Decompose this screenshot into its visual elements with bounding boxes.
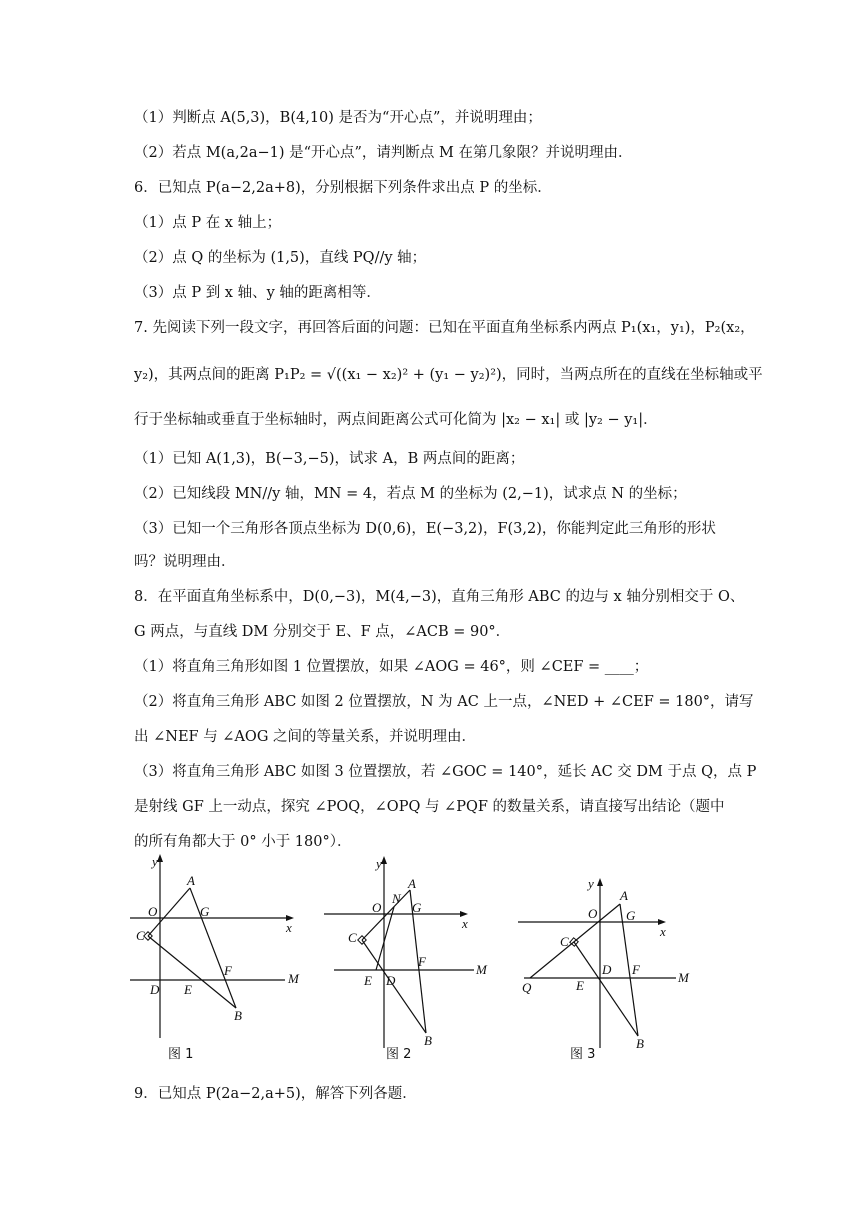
fig3-label-d: D bbox=[602, 962, 612, 977]
fig1-label-d: D bbox=[150, 982, 160, 997]
text-line: 行于坐标轴或垂直于坐标轴时，两点间距离公式可化简为 |x₂ − x₁| 或 |y₂ − y₁|． bbox=[134, 412, 658, 428]
text-line: （1）判断点 A(5,3)，B(4,10) 是否为“开心点”，并说明理由； bbox=[134, 110, 542, 126]
fig2-y-arrow bbox=[381, 856, 387, 864]
fig1-side-ab bbox=[190, 888, 236, 1008]
text-line: 7. 先阅读下列一段文字，再回答后面的问题：已知在平面直角坐标系内两点 P₁(x₁，y₁)，P₂(x₂， bbox=[134, 320, 755, 336]
text-line: 9．已知点 P(2a−2,a+5)，解答下列各题． bbox=[134, 1086, 417, 1102]
figure-3 bbox=[518, 876, 690, 1062]
text-line: （3）已知一个三角形各顶点坐标为 D(0,6)，E(−3,2)，F(3,2)，你能判定此三角形的形状 bbox=[134, 521, 716, 537]
fig3-y-arrow bbox=[597, 878, 603, 886]
text-line: （2）若点 M(a,2a−1) 是“开心点”，请判断点 M 在第几象限？并说明理由． bbox=[134, 145, 633, 161]
fig2-label-y: y bbox=[376, 856, 382, 871]
fig2-label-g: G bbox=[412, 900, 422, 915]
text-line: （1）已知 A(1,3)，B(−3,−5)，试求 A，B 两点间的距离； bbox=[134, 451, 525, 467]
fig2-label-d: D bbox=[386, 973, 396, 988]
fig2-label-f: F bbox=[418, 954, 426, 969]
fig1-label-x: x bbox=[286, 920, 292, 935]
fig2-label-o: O bbox=[372, 900, 382, 915]
fig3-label-q: Q bbox=[522, 980, 532, 995]
figure-2 bbox=[324, 856, 488, 1062]
text-line: 吗？说明理由． bbox=[134, 554, 236, 570]
text-line: （2）将直角三角形 ABC 如图 2 位置摆放，N 为 AC 上一点，∠NED + ∠CEF = 180°，请写 bbox=[134, 694, 754, 710]
text-line: （2）已知线段 MN//y 轴，MN = 4，若点 M 的坐标为 (2,−1)，试求点 N 的坐标； bbox=[134, 486, 687, 502]
fig1-label-e: E bbox=[184, 982, 192, 997]
text-line: 8．在平面直角坐标系中，D(0,−3)，M(4,−3)，直角三角形 ABC 的边与 x 轴分别相交于 O、 bbox=[134, 589, 745, 605]
text-line: （3）点 P 到 x 轴、y 轴的距离相等． bbox=[134, 285, 381, 301]
fig2-label-a: A bbox=[408, 876, 416, 891]
fig3-label-y: y bbox=[588, 876, 594, 891]
fig2-label-m: M bbox=[476, 962, 487, 977]
fig2-label-e: E bbox=[364, 973, 372, 988]
fig3-label-b: B bbox=[636, 1036, 644, 1051]
text-line: 出 ∠NEF 与 ∠AOG 之间的等量关系，并说明理由． bbox=[134, 729, 477, 745]
fig3-label-g: G bbox=[626, 908, 636, 923]
fig1-y-arrow bbox=[157, 854, 163, 862]
fig2-label-x: x bbox=[462, 916, 468, 931]
fig2-caption: 图 2 bbox=[386, 1047, 412, 1062]
fig3-label-m: M bbox=[678, 970, 689, 985]
fig3-label-e: E bbox=[576, 978, 584, 993]
figure-1 bbox=[130, 854, 300, 1062]
text-line: （1）将直角三角形如图 1 位置摆放，如果 ∠AOG = 46°，则 ∠CEF = ____； bbox=[134, 659, 649, 675]
fig3-label-o: O bbox=[588, 906, 598, 921]
fig1-label-c: C bbox=[136, 928, 145, 943]
fig1-label-a: A bbox=[187, 873, 195, 888]
text-line: （1）点 P 在 x 轴上； bbox=[134, 215, 282, 231]
fig1-label-m: M bbox=[288, 971, 299, 986]
text-line: y₂)，其两点间的距离 P₁P₂ = √((x₁ − x₂)² + (y₁ − y₂)²)，同时，当两点所在的直线在坐标轴或平 bbox=[134, 367, 763, 383]
fig2-side-ac bbox=[362, 890, 410, 940]
text-line: 是射线 GF 上一动点，探究 ∠POQ，∠OPQ 与 ∠PQF 的数量关系，请直接写出结论（题中 bbox=[134, 799, 725, 815]
fig1-label-y: y bbox=[152, 854, 158, 869]
fig3-caption: 图 3 bbox=[570, 1047, 596, 1062]
text-line: （3）将直角三角形 ABC 如图 3 位置摆放，若 ∠GOC = 140°，延长 AC 交 DM 于点 Q，点 P bbox=[134, 764, 757, 780]
text-line: 的所有角都大于 0° 小于 180°）． bbox=[134, 834, 352, 850]
text-line: 6．已知点 P(a−2,2a+8)，分别根据下列条件求出点 P 的坐标． bbox=[134, 180, 552, 196]
fig1-label-g: G bbox=[200, 904, 210, 919]
text-line: G 两点，与直线 DM 分别交于 E、F 点，∠ACB = 90°． bbox=[134, 624, 511, 640]
fig1-caption: 图 1 bbox=[168, 1047, 194, 1062]
text-line: （2）点 Q 的坐标为 (1,5)，直线 PQ//y 轴； bbox=[134, 250, 427, 266]
fig2-label-n: N bbox=[392, 891, 401, 906]
figures-row bbox=[120, 848, 720, 1068]
fig3-label-x: x bbox=[660, 924, 666, 939]
fig2-label-c: C bbox=[348, 930, 357, 945]
fig1-label-b: B bbox=[234, 1008, 242, 1023]
fig2-label-b: B bbox=[424, 1033, 432, 1048]
geometry-figures bbox=[120, 848, 720, 1068]
fig1-label-o: O bbox=[148, 904, 158, 919]
fig1-label-f: F bbox=[224, 963, 232, 978]
fig3-label-c: C bbox=[560, 934, 569, 949]
fig3-label-f: F bbox=[632, 962, 640, 977]
fig3-label-a: A bbox=[620, 888, 628, 903]
